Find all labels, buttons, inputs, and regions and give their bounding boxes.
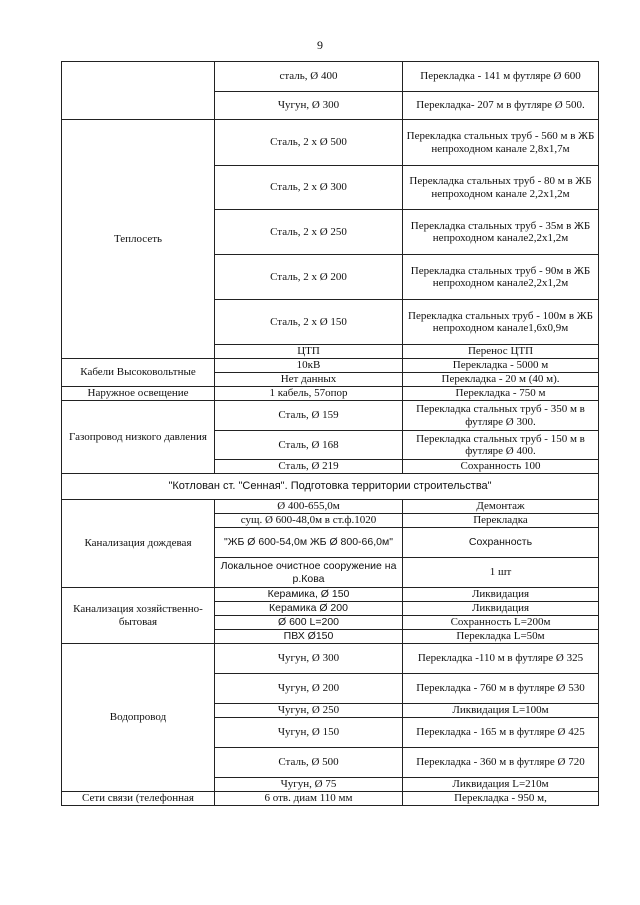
action-cell: Перенос ЦТП — [403, 345, 599, 359]
action-cell: 1 шт — [403, 558, 599, 588]
category-cell-storm: Канализация дождевая — [62, 500, 215, 588]
material-cell: 6 отв. диам 110 мм — [215, 792, 403, 806]
action-cell: Перекладка стальных труб - 35м в ЖБ непроходном канале2,2х1,2м — [403, 210, 599, 255]
action-cell: Перекладка - 141 м футляре Ø 600 — [403, 62, 599, 92]
category-cell-telecom: Сети связи (телефонная — [62, 792, 215, 806]
material-cell: Чугун, Ø 250 — [215, 704, 403, 718]
category-cell — [62, 62, 215, 120]
table-row — [62, 588, 599, 602]
category-cell-gas: Газопровод низкого давления — [62, 401, 215, 474]
material-cell: Керамика Ø 200 — [215, 602, 403, 616]
material-cell: Чугун, Ø 300 — [215, 92, 403, 120]
category-cell-cables: Кабели Высоковольтные — [62, 359, 215, 387]
material-cell: "ЖБ Ø 600-54,0м ЖБ Ø 800-66,0м" — [215, 528, 403, 558]
material-cell: сталь, Ø 400 — [215, 62, 403, 92]
material-cell: Чугун, Ø 200 — [215, 674, 403, 704]
material-cell: ЦТП — [215, 345, 403, 359]
action-cell: Перекладка стальных труб - 150 м в футляре Ø 400. — [403, 431, 599, 460]
action-cell: Перекладка - 165 м в футляре Ø 425 — [403, 718, 599, 748]
table-row — [62, 474, 599, 500]
material-cell: сущ. Ø 600-48,0м в ст.ф.1020 — [215, 514, 403, 528]
material-cell: Локальное очистное сооружение на р.Кова — [215, 558, 403, 588]
material-cell: 1 кабель, 57опор — [215, 387, 403, 401]
table-row — [62, 401, 599, 431]
category-cell-teplo: Теплосеть — [62, 120, 215, 359]
action-cell: Сохранность — [403, 528, 599, 558]
material-cell: Сталь, 2 х Ø 250 — [215, 210, 403, 255]
material-cell: Чугун, Ø 150 — [215, 718, 403, 748]
action-cell: Перекладка — [403, 514, 599, 528]
material-cell: Сталь, Ø 168 — [215, 431, 403, 460]
action-cell: Перекладка - 20 м (40 м). — [403, 373, 599, 387]
action-cell: Ликвидация L=210м — [403, 778, 599, 792]
table-row — [62, 120, 599, 166]
action-cell: Перекладка - 5000 м — [403, 359, 599, 373]
material-cell: Нет данных — [215, 373, 403, 387]
category-cell-lighting: Наружное освещение — [62, 387, 215, 401]
material-cell: Сталь, Ø 219 — [215, 460, 403, 474]
material-cell: Сталь, 2 х Ø 300 — [215, 166, 403, 210]
table-row — [62, 359, 599, 373]
action-cell: Перекладка L=50м — [403, 630, 599, 644]
material-cell: Сталь, 2 х Ø 200 — [215, 255, 403, 300]
material-cell: Сталь, Ø 500 — [215, 748, 403, 778]
material-cell: Керамика, Ø 150 — [215, 588, 403, 602]
category-cell-sewer: Канализация хозяйственно-бытовая — [62, 588, 215, 644]
action-cell: Перекладка- 207 м в футляре Ø 500. — [403, 92, 599, 120]
category-cell-water: Водопровод — [62, 644, 215, 792]
table-row — [62, 500, 599, 514]
material-cell: Ø 600 L=200 — [215, 616, 403, 630]
page-number: 9 — [317, 38, 323, 52]
material-cell: ПВХ Ø150 — [215, 630, 403, 644]
material-cell: Чугун, Ø 300 — [215, 644, 403, 674]
utilities-table — [61, 61, 599, 806]
material-cell: Сталь, 2 х Ø 500 — [215, 120, 403, 166]
action-cell: Перекладка стальных труб - 90м в ЖБ непроходном канале2,2х1,2м — [403, 255, 599, 300]
material-cell: Сталь, Ø 159 — [215, 401, 403, 431]
action-cell: Ликвидация — [403, 588, 599, 602]
action-cell: Перекладка - 750 м — [403, 387, 599, 401]
material-cell: Чугун, Ø 75 — [215, 778, 403, 792]
table-row — [62, 792, 599, 806]
action-cell: Перекладка -110 м в футляре Ø 325 — [403, 644, 599, 674]
action-cell: Перекладка стальных труб - 100м в ЖБ непроходном канале1,6х0,9м — [403, 300, 599, 345]
table-row — [62, 387, 599, 401]
material-cell: 10кВ — [215, 359, 403, 373]
action-cell: Ликвидация L=100м — [403, 704, 599, 718]
table-row — [62, 644, 599, 674]
action-cell: Перекладка - 360 м в футляре Ø 720 — [403, 748, 599, 778]
action-cell: Перекладка стальных труб - 560 м в ЖБ непроходном канале 2,8х1,7м — [403, 120, 599, 166]
section-heading: "Котлован ст. "Сенная". Подготовка территории строительства" — [62, 474, 599, 500]
action-cell: Сохранность L=200м — [403, 616, 599, 630]
material-cell: Ø 400-655,0м — [215, 500, 403, 514]
action-cell: Перекладка - 950 м, — [403, 792, 599, 806]
action-cell: Демонтаж — [403, 500, 599, 514]
action-cell: Перекладка - 760 м в футляре Ø 530 — [403, 674, 599, 704]
action-cell: Сохранность 100 — [403, 460, 599, 474]
material-cell: Сталь, 2 х Ø 150 — [215, 300, 403, 345]
action-cell: Ликвидация — [403, 602, 599, 616]
table-row — [62, 62, 599, 92]
action-cell: Перекладка стальных труб - 80 м в ЖБ непроходном канале 2,2х1,2м — [403, 166, 599, 210]
action-cell: Перекладка стальных труб - 350 м в футляре Ø 300. — [403, 401, 599, 431]
